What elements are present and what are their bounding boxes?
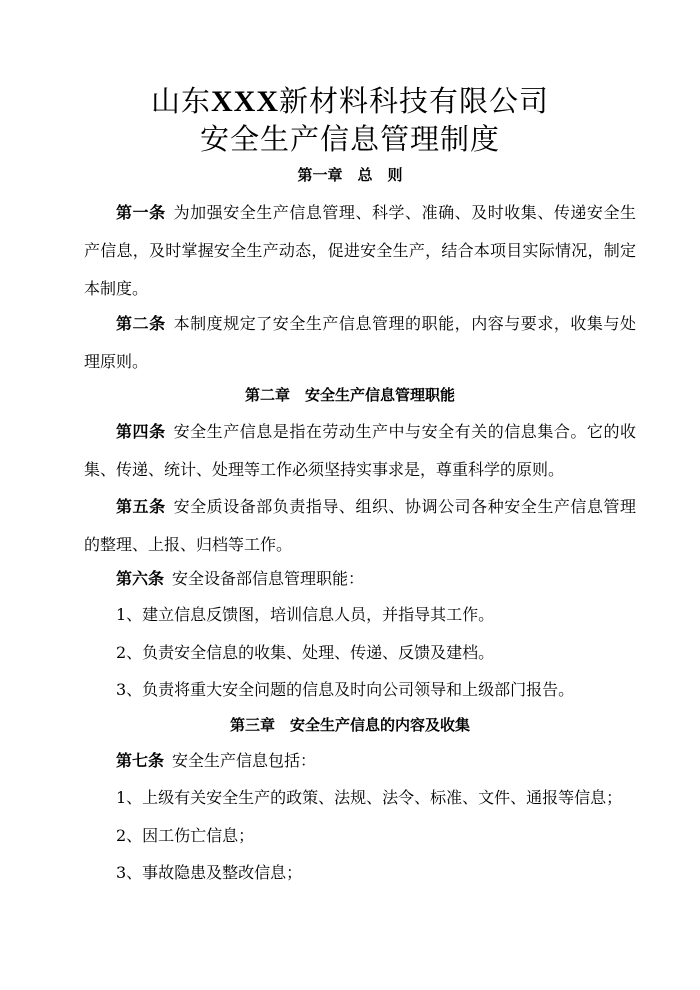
article-text: 为加强安全生产信息管理、科学、准确、及时收集、传递安全生产信息，及时掌握安全生产动态，促进安全生产，结合本项目实际情况，制定本制度。: [84, 203, 636, 298]
company-name-prefix: 山东: [150, 84, 211, 118]
info-list-item-3: 3、事故隐患及整改信息；: [116, 863, 303, 882]
article-text: 安全质设备部负责指导、组织、协调公司各种安全生产信息管理的整理、上报、归档等工作。: [84, 497, 636, 554]
chapter-heading-2: 第二章 安全生产信息管理职能: [244, 386, 455, 404]
chapter-heading-3: 第三章 安全生产信息的内容及收集: [229, 716, 470, 734]
company-name-placeholder: XXX: [211, 85, 279, 118]
article-text: 安全生产信息是指在劳动生产中与安全有关的信息集合。它的收集、传递、统计、处理等工作必须坚持实事求是，尊重科学的原则。: [84, 422, 636, 479]
article-number: 第四条: [116, 422, 166, 441]
article-2: [84, 305, 636, 381]
article-7: [116, 750, 656, 772]
article-number: 第五条: [116, 497, 166, 516]
document-company-title: [0, 83, 700, 120]
chapter-heading-1: 第一章 总 则: [297, 166, 403, 184]
duty-list-item-2: 2、负责安全信息的收集、处理、传递、反馈及建档。: [116, 643, 495, 662]
article-number: 第七条: [116, 751, 165, 770]
article-text: 本制度规定了安全生产信息管理的职能，内容与要求，收集与处理原则。: [84, 314, 636, 371]
article-5: [84, 488, 636, 564]
article-text: 安全生产信息包括：: [172, 751, 317, 770]
article-number: 第六条: [116, 569, 165, 588]
duty-list-item-1: 1、建立信息反馈图，培训信息人员，并指导其工作。: [116, 605, 495, 624]
article-6: [116, 568, 656, 590]
info-list-item-1: 1、上级有关安全生产的政策、法规、法令、标准、文件、通报等信息；: [116, 788, 623, 807]
company-name-suffix: 新材料科技有限公司: [279, 84, 550, 118]
article-number: 第二条: [116, 314, 166, 333]
article-4: [84, 413, 636, 489]
article-number: 第一条: [116, 203, 166, 222]
document-title: 安全生产信息管理制度: [199, 122, 500, 156]
duty-list-item-3: 3、负责将重大安全问题的信息及时向公司领导和上级部门报告。: [116, 680, 575, 699]
article-text: 安全设备部信息管理职能：: [172, 569, 365, 588]
article-1: [84, 194, 636, 308]
info-list-item-2: 2、因工伤亡信息；: [116, 826, 255, 845]
